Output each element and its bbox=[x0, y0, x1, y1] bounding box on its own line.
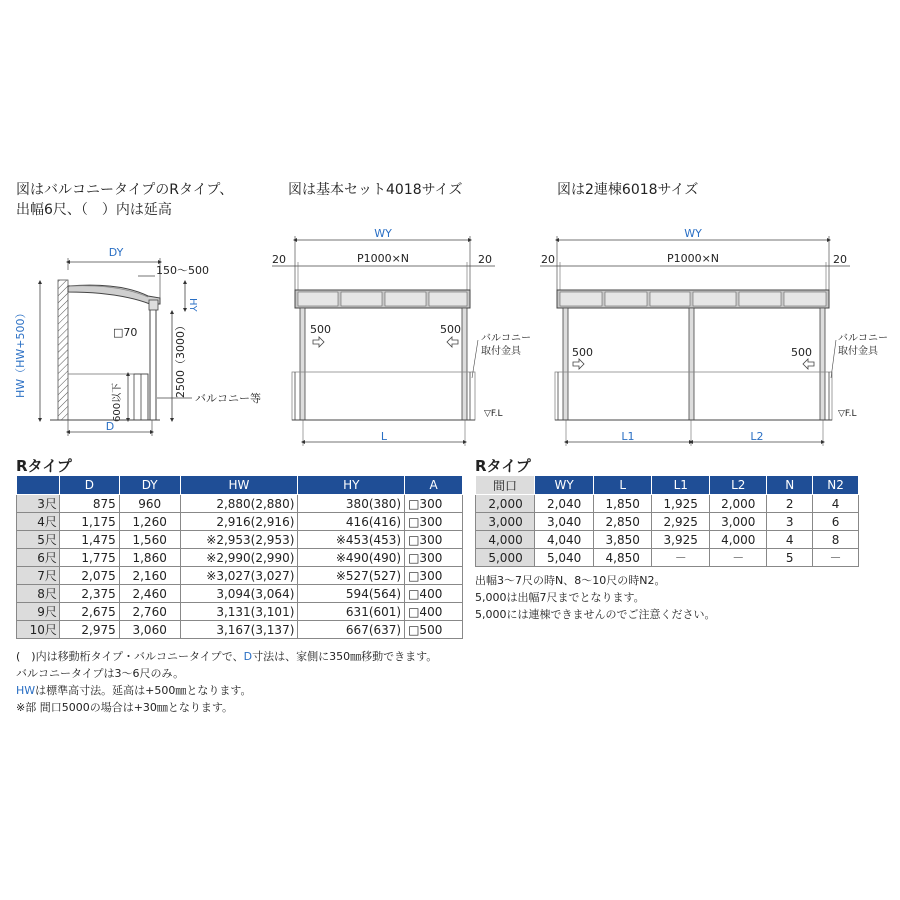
d-label: D bbox=[105, 420, 115, 433]
table2 bbox=[475, 475, 859, 567]
bracket-label-2-2: 取付金具 bbox=[838, 346, 878, 357]
table1-header: A bbox=[405, 476, 463, 495]
table-row bbox=[17, 549, 463, 567]
table-cell: 667(637) bbox=[298, 621, 405, 639]
note-text: ( )内は移動桁タイプ・バルコニータイプで、 bbox=[16, 650, 244, 663]
note-text: は標準高寸法。延高は+500㎜となります。 bbox=[35, 684, 252, 697]
right-20-label: 20 bbox=[478, 253, 492, 266]
table-cell: 2,000 bbox=[710, 495, 767, 513]
table-cell: 5 bbox=[767, 549, 813, 567]
table-cell: ※2,990(2,990) bbox=[180, 549, 298, 567]
table-cell: 1,560 bbox=[119, 531, 180, 549]
table-cell: □500 bbox=[405, 621, 463, 639]
table1-header: D bbox=[59, 476, 119, 495]
table-cell: 1,775 bbox=[59, 549, 119, 567]
dy-label: DY bbox=[108, 246, 124, 259]
right-500-label: 500 bbox=[440, 323, 461, 336]
table-cell: □300 bbox=[405, 567, 463, 585]
table2-title: Rタイプ bbox=[475, 457, 531, 475]
table-cell: 4,000 bbox=[710, 531, 767, 549]
table-cell: 3,850 bbox=[594, 531, 652, 549]
table-cell: □400 bbox=[405, 585, 463, 603]
table-cell: 8 bbox=[813, 531, 859, 549]
table-cell: 1,175 bbox=[59, 513, 119, 531]
table-row bbox=[17, 513, 463, 531]
table-cell: 380(380) bbox=[298, 495, 405, 513]
table-cell: 3,925 bbox=[652, 531, 710, 549]
left-500-label: 500 bbox=[310, 323, 331, 336]
table1-corner bbox=[17, 476, 60, 495]
note-highlight: D bbox=[243, 650, 253, 663]
table1-header: HY bbox=[298, 476, 405, 495]
table2-header: L1 bbox=[652, 476, 710, 495]
l1-label: L1 bbox=[621, 430, 635, 443]
wy-label-2: WY bbox=[684, 227, 702, 240]
table-cell: 2,040 bbox=[535, 495, 594, 513]
front-view-single-diagram bbox=[268, 225, 540, 450]
table-cell: 960 bbox=[119, 495, 180, 513]
caption-left-line1: 図はバルコニータイプのRタイプ、 bbox=[16, 182, 234, 198]
table-cell: 416(416) bbox=[298, 513, 405, 531]
pitch-label: P1000×N bbox=[356, 252, 410, 265]
table2-header: L bbox=[594, 476, 652, 495]
table-row bbox=[17, 621, 463, 639]
height-600-label: 600以下 bbox=[112, 382, 123, 422]
table-cell: ※2,953(2,953) bbox=[180, 531, 298, 549]
table-cell: 2,916(2,916) bbox=[180, 513, 298, 531]
row-label: 5尺 bbox=[17, 531, 60, 549]
left-20-label: 20 bbox=[272, 253, 286, 266]
row-label: 8尺 bbox=[17, 585, 60, 603]
table-cell: 1,260 bbox=[119, 513, 180, 531]
range-label: 150～500 bbox=[156, 264, 209, 277]
table1-header-row bbox=[17, 476, 463, 495]
table-row bbox=[17, 603, 463, 621]
table-cell: 1,475 bbox=[59, 531, 119, 549]
row-label: 7尺 bbox=[17, 567, 60, 585]
row-label: 5,000 bbox=[476, 549, 535, 567]
post-size-label: □70 bbox=[113, 326, 138, 339]
caption-right: 図は2連棟6018サイズ bbox=[557, 182, 699, 198]
table-row bbox=[17, 495, 463, 513]
note-line: 5,000は出幅7尺までとなります。 bbox=[475, 591, 645, 604]
table-row bbox=[17, 531, 463, 549]
table-cell: 594(564) bbox=[298, 585, 405, 603]
gutter bbox=[149, 300, 158, 310]
hw-label: HW（HW+500） bbox=[14, 307, 27, 398]
table2-header: N bbox=[767, 476, 813, 495]
table-row bbox=[476, 495, 859, 513]
table-cell: ※527(527) bbox=[298, 567, 405, 585]
table-cell: － bbox=[652, 549, 710, 567]
table-cell: 1,860 bbox=[119, 549, 180, 567]
table-cell: □300 bbox=[405, 513, 463, 531]
table-cell: 3,000 bbox=[710, 513, 767, 531]
table-cell: ※490(490) bbox=[298, 549, 405, 567]
notes-left bbox=[16, 648, 437, 716]
table-cell: ※453(453) bbox=[298, 531, 405, 549]
table-cell: 4 bbox=[767, 531, 813, 549]
table-cell: 4,850 bbox=[594, 549, 652, 567]
hy-label: HY bbox=[187, 298, 198, 312]
balcony-label: バルコニー等 bbox=[195, 392, 261, 405]
row-label: 3,000 bbox=[476, 513, 535, 531]
row-label: 4尺 bbox=[17, 513, 60, 531]
row-label: 2,000 bbox=[476, 495, 535, 513]
table-cell: － bbox=[710, 549, 767, 567]
side-view-diagram bbox=[10, 232, 275, 447]
table-row bbox=[476, 513, 859, 531]
table-cell: 2,925 bbox=[652, 513, 710, 531]
table1-header: HW bbox=[180, 476, 298, 495]
fl-label-2: ▽F.L bbox=[838, 409, 857, 419]
table-row bbox=[17, 567, 463, 585]
table-row bbox=[476, 531, 859, 549]
table-cell: □400 bbox=[405, 603, 463, 621]
table2-header: L2 bbox=[710, 476, 767, 495]
right-500-label-2: 500 bbox=[791, 346, 812, 359]
post-right bbox=[462, 308, 467, 420]
table-cell: 2,460 bbox=[119, 585, 180, 603]
caption-left-line2: 出幅6尺、（ ）内は延高 bbox=[16, 202, 172, 218]
table-cell: 2,075 bbox=[59, 567, 119, 585]
fl-label: ▽F.L bbox=[484, 409, 503, 419]
notes-right bbox=[475, 572, 716, 623]
table1-header: DY bbox=[119, 476, 180, 495]
table-cell: ※3,027(3,027) bbox=[180, 567, 298, 585]
table-cell: 875 bbox=[59, 495, 119, 513]
height-2500-label: 2500（3000） bbox=[174, 320, 187, 398]
pitch-label-2: P1000×N bbox=[666, 252, 720, 265]
table1 bbox=[16, 475, 463, 639]
table2-header: WY bbox=[535, 476, 594, 495]
note-line: 出幅3～7尺の時N、8～10尺の時N2。 bbox=[475, 574, 666, 587]
row-label: 9尺 bbox=[17, 603, 60, 621]
table-cell: 3 bbox=[767, 513, 813, 531]
table-row bbox=[476, 549, 859, 567]
bracket-label-2: 取付金具 bbox=[481, 346, 521, 357]
row-label: 3尺 bbox=[17, 495, 60, 513]
table-cell: 2,880(2,880) bbox=[180, 495, 298, 513]
house-wall bbox=[58, 280, 68, 420]
table-cell: 2,675 bbox=[59, 603, 119, 621]
table-cell: 3,094(3,064) bbox=[180, 585, 298, 603]
table-cell: 6 bbox=[813, 513, 859, 531]
table-cell: 3,167(3,137) bbox=[180, 621, 298, 639]
note-text: 寸法は、家側に350㎜移動できます。 bbox=[252, 650, 438, 663]
bracket-label-1: バルコニー bbox=[481, 333, 531, 344]
balcony-outline bbox=[68, 374, 148, 420]
row-label: 6尺 bbox=[17, 549, 60, 567]
table-cell: □300 bbox=[405, 549, 463, 567]
front-view-double-diagram bbox=[538, 225, 888, 450]
table-cell: □300 bbox=[405, 531, 463, 549]
note-line: バルコニータイプは3～6尺のみ。 bbox=[16, 667, 185, 680]
table-cell: 631(601) bbox=[298, 603, 405, 621]
table-cell: 2,160 bbox=[119, 567, 180, 585]
right-20-label-2: 20 bbox=[833, 253, 847, 266]
table-cell: □300 bbox=[405, 495, 463, 513]
table-cell: 1,925 bbox=[652, 495, 710, 513]
note-line: 5,000には連棟できませんのでご注意ください。 bbox=[475, 608, 716, 621]
table1-title: Rタイプ bbox=[16, 457, 72, 475]
table-cell: 2 bbox=[767, 495, 813, 513]
table-cell: 2,760 bbox=[119, 603, 180, 621]
table2-header-row bbox=[476, 476, 859, 495]
left-500-label-2: 500 bbox=[572, 346, 593, 359]
note-line bbox=[16, 648, 437, 665]
table-cell: 3,040 bbox=[535, 513, 594, 531]
note-highlight: HW bbox=[16, 684, 36, 697]
left-20-label-2: 20 bbox=[541, 253, 555, 266]
table2-header: N2 bbox=[813, 476, 859, 495]
l-label: L bbox=[380, 430, 388, 443]
row-label: 4,000 bbox=[476, 531, 535, 549]
wy-label: WY bbox=[374, 227, 392, 240]
note-line: ※部 間口5000の場合は+30㎜となります。 bbox=[16, 701, 234, 714]
table-cell: 3,060 bbox=[119, 621, 180, 639]
table-cell: － bbox=[813, 549, 859, 567]
table-cell: 4,040 bbox=[535, 531, 594, 549]
table-cell: 2,975 bbox=[59, 621, 119, 639]
table-cell: 2,375 bbox=[59, 585, 119, 603]
table2-header: 間口 bbox=[476, 476, 535, 495]
l2-label: L2 bbox=[750, 430, 764, 443]
table-cell: 5,040 bbox=[535, 549, 594, 567]
table-cell: 4 bbox=[813, 495, 859, 513]
table-cell: 2,850 bbox=[594, 513, 652, 531]
post-left bbox=[300, 308, 305, 420]
caption-middle: 図は基本セット4018サイズ bbox=[288, 182, 463, 198]
bracket-label-2-1: バルコニー bbox=[838, 333, 888, 344]
row-label: 10尺 bbox=[17, 621, 60, 639]
table-cell: 1,850 bbox=[594, 495, 652, 513]
note-line bbox=[16, 682, 437, 699]
table-row bbox=[17, 585, 463, 603]
table-cell: 3,131(3,101) bbox=[180, 603, 298, 621]
